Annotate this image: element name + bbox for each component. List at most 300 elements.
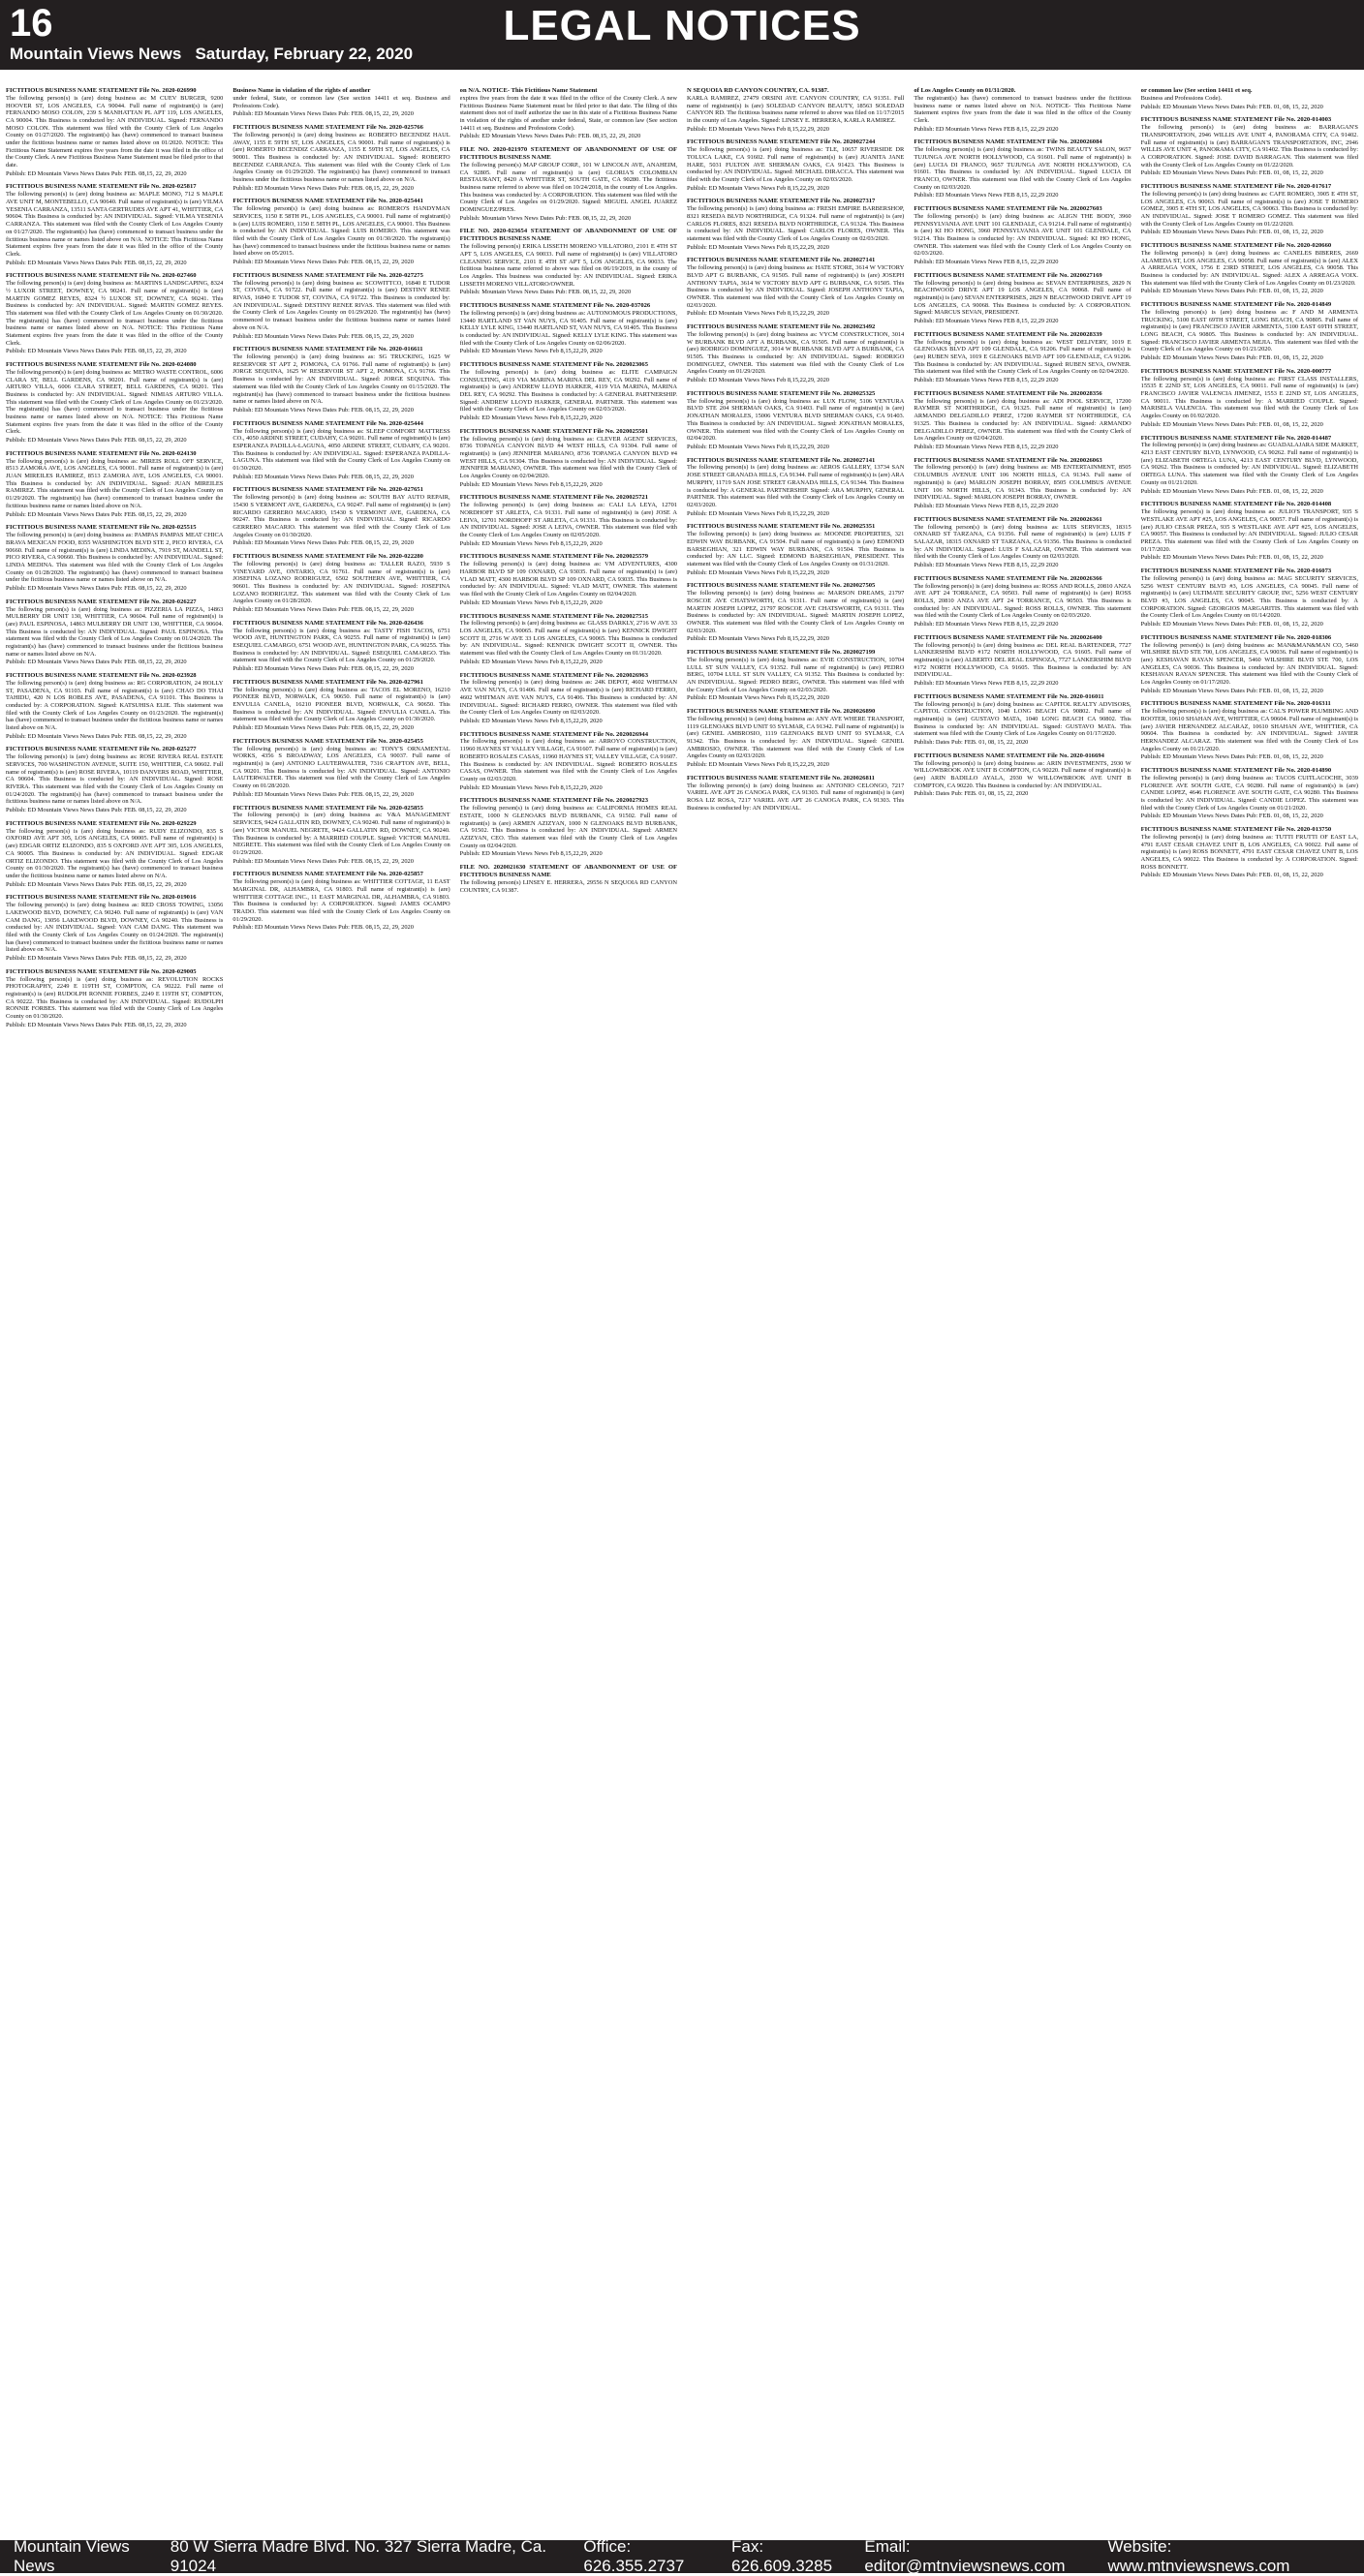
legal-notice [687,323,904,384]
notice-heading: or common law (See section 14411 et seq. [1141,87,1253,94]
notice-heading: FICTITIOUS BUSINESS NAME STATEMENT File No. 2020-016611 [232,346,422,353]
page-number: 16 [10,2,53,46]
notice-body: The following person(s) is (are) doing business as: F AND M ARMENTA TRUCKING, 5100 EAST 69TH STREET, LONG BEACH, CA 90805. Full name of registrant(s) is (are) FRANCISCO JAVIER ARMENTA, 5100 EAST 69TH STREET, LONG BEACH, CA 90805. This Business is conducted by: AN INDIVIDUAL. Signed: FRANCISCO JAVIER ARMENTA MEJIA. This statement was filed with the County Clerk of Los Angeles County on 01/21/2020. [1141,309,1358,353]
notice-publish-dates: Publish: ED Mountain Views News FEB 8,15, 22,29 2020 [914,192,1131,199]
notice-body: The following person(s) is (are) doing business as: MAN&MAN&MAN CO, 5460 WILSHIRE BLVD STE 700, LOS ANGELES, CA 90036. Full name of registrant(s) is (are) KESHAVAN RAYAN SPENCER, 5460 WILSHIRE BLVD STE 700, LOS ANGELES, CA 90036. This Business is conducted by: AN INDIVIDUAL. Signed: KESHAVAN RAYAN SPENCER. This statement was filed with the County Clerk of Los Angeles County on 01/17/2020. [1141,642,1358,687]
notice-heading: FICTITIOUS BUSINESS NAME STATEMENT File No. 2020-022280 [232,553,423,560]
notice-publish-dates: Publish: ED Mountain Views News Feb 8,15,22,29, 2020 [460,414,677,422]
issue-date: Saturday, February 22, 2020 [195,45,413,63]
notice-body: The following person(s) is (are) doing business as: ROSE RIVERA REAL ESTATE SERVICES, 700 WASHINGTON AVENUE, SUITE 150, WHITTIER, CA 90602. Full name of registrant(s) is (are) ROSE RIVERA, 10119 DANVERS ROAD, WHITTIER, CA 90604. This Business is conducted by: AN INDIVIDUAL. Signed: ROSE RIVERA. This statement was filed with the County Clerk of Los Angeles County on 01/24/2020. The registrant(s) has (have) commenced to transact business under the fictitious business name or names listed above on N/A. [6,753,223,806]
notice-heading: FICTITIOUS BUSINESS NAME STATEMENT File No. 2020-029005 [6,968,197,975]
notice-publish-dates: Publish: ED Mountain Views News Feb 8,15,22,29, 2020 [687,569,904,577]
notice-column [6,87,223,2537]
notice-publish-dates: Publish: ED Mountain Views News Dates Pub: FEB. 01, 08, 15, 22, 2020 [1141,872,1358,879]
notice-heading: FICTITIOUS BUSINESS NAME STATEMENT File No. 2020026890 [687,708,875,715]
notice-body: The following person(s) is (are) doing business as: TASTY FISH TACOS, 6751 WOOD AVE, HUNTINGTON PARK, CA 90255. Full name of registrant(s) is (are) ESEQUIEL CAMARGO, 6751 WOOD AVE, HUNTINGTON PARK, CA 90255. This Business is conducted by: AN INDIVIDUAL. Signed: ESEQUIEL CAMARGO. This statement was filed with the County Clerk of Los Angeles County on 01/29/2020. [232,628,450,664]
notice-column [460,87,677,2537]
notice-publish-dates: Publish: Dates Pub: FEB. 01, 08, 15, 22, 2020 [914,739,1131,747]
notice-publish-dates: Publish: ED Mountain Views News Dates Pub: FEB. 08,15, 22, 29, 2020 [6,260,223,267]
notice-publish-dates: Publish: ED Mountain Views News FEB 8,15, 22,29 2020 [914,562,1131,569]
notice-publish-dates: Publish: ED Mountain Views News FEB 8,15, 22,29 2020 [914,444,1131,451]
legal-notice [1141,567,1358,629]
legal-notice [6,968,223,1029]
notice-publish-dates: Publish: ED Mountain Views News Dates Pub: FEB. 08,15, 22, 29, 2020 [6,881,223,889]
notice-body: The following person(s) is (are) doing business as: CANELES BIBERES, 2669 ALAMEDA ST, LOS ANGELES, CA 90058. Full name of registrant(s) is (are) ALEX A ARREAGA VOIX, 1756 E 23RD STREET, LOS ANGELES, CA 90058. This Business is conducted by: AN INDIVIDUAL. Signed: ALEX A ARREAGA VOIX. This statement was filed with the County Clerk of Los Angeles County on 01/23/2020. [1141,250,1358,287]
notice-body: The following person(s) is (are) doing business as: RUDY ELIZONDO, 835 S OXFORD AVE APT 305, LOS ANGELES, CA 90005. Full name of registrant(s) is (are) EDGAR ORTIZ ELIZONDO, 835 S OXFORD AVE APT 305, LOS ANGELES, CA 90005. This Business is conducted by: AN INDIVIDUAL. Signed: EDGAR ORTIZ ELIZONDO. This statement was filed with the County Clerk of Los Angeles County on 01/30/2020. The registrant(s) has (have) commenced to transact business under the fictitious business name or names listed above on N/A. [6,828,223,880]
legal-notice [460,87,677,140]
legal-notice [232,871,450,932]
legal-notice [6,894,223,962]
notice-heading: Business Name in violation of the rights of another [232,87,370,94]
notice-publish-dates: Publish: ED Mountain Views News FEB 8,15, 22,29 2020 [914,680,1131,688]
legal-notice [460,228,677,296]
legal-notice [232,272,450,340]
notice-heading: FICTITIOUS BUSINESS NAME STATEMENT File No. 2020026811 [687,775,875,782]
notice-heading: FICTITIOUS BUSINESS NAME STATEMENT File No. 2020-016311 [1141,700,1331,707]
legal-notice [232,198,450,265]
legal-notice [232,805,450,866]
notice-publish-dates: Publish: ED Mountain Views News Dates Pub: FEB. 08,15, 22, 29, 2020 [232,539,450,547]
notice-publish-dates: Publish: ED Mountain Views News Dates Pub: FEB. 08,15, 22, 29, 2020 [232,791,450,799]
legal-notice [914,575,1131,629]
legal-notice [1141,700,1358,761]
notice-body: The following person(s) is (are) doing business as: FIRST CLASS INSTALLERS, 15535 E 22ND ST, LOS ANGELES, CA 90011. Full name of registrant(s) is (are) FRANCISCO JAVIER VALENCIA JIMENEZ, 1553 E 22ND ST, LOS ANGELES, CA 90011. This Business is conducted by: A MARRIED COUPLE. Signed: MARISELA VALENCIA. This statement was filed with the County Clerk of Los Angeles County on 01/02/2020. [1141,376,1358,420]
notice-publish-dates: Publish: ED Mountain Views News FEB 8,15, 22,29 2020 [914,503,1131,510]
notice-body: The following person(s) is (are) doing business as: LUX FLOW, 5106 VENTURA BLVD STE 204 SHERMAN OAKS, CA 91403. Full name of registrant(s) is (are) JONATHAN MORALES, 15006 VENTURA BLVD SHERMAN OAKS, CA 91403. This Business is conducted by: AN INDIVIDUAL. Signed: JONATHAN MORALES, OWNER. This statement was filed with the County Clerk of Los Angeles County on 02/04/2020. [687,398,904,443]
publication-name: Mountain Views News [10,45,181,63]
notice-publish-dates: Publish: ED Mountain Views News Dates Pub: FEB. 08,15, 22, 29, 2020 [232,110,450,118]
legal-notice [460,302,677,355]
notice-body: The following person(s) is (are) doing business as: REVOLUTION ROCKS PHOTOGRAPHY, 2249 E 119TH ST, COMPTON, CA 90222. Full name of registrant(s) is (are) RUDOLPH RONNIE FORBES, 2249 E 119TH ST, COMPTON, CA 90222. This Business is conducted by: AN INDIVIDUAL. Signed: RUDOLPH RONNIE FORBES. This statement was filed with the County Clerk of Los Angeles County on 01/30/2020. [6,976,223,1021]
notice-body: The following person(s) is (are) doing business as: RED CROSS TOWING, 13056 LAKEWOOD BLVD, DOWNEY, CA 90240. Full name of registrant(s) is (are) VAN CAM DANG, 13056 LAKEWOOD BLVD, DOWNEY, CA 90240. This Business is conducted by: AN INDIVIDUAL. Signed: VAN CAM DANG. This statement was filed with the County Clerk of Los Angeles County on 01/24/2020. The registrant(s) has (have) commenced to transact business under the fictitious business name or names listed above on N/A. [6,902,223,954]
legal-notice [460,672,677,725]
notice-heading: FICTITIOUS BUSINESS NAME STATEMENT File No. 2020-024130 [6,450,197,457]
notice-heading: FICTITIOUS BUSINESS NAME STATEMENT File No. 2020-026990 [6,87,197,94]
notice-heading: FICTITIOUS BUSINESS NAME STATEMENT File No. 2020-027275 [232,272,423,279]
legal-notice [6,361,223,445]
notice-publish-dates: Publish: Mountain Views News Dates Pub: FEB. 08,15, 22, 29, 2020 [460,215,677,223]
notice-publish-dates: Publish: ED Mountain Views News Dates Pub: FEB. 08,15, 22, 29, 2020 [232,259,450,266]
legal-notice [460,797,677,858]
notice-body: The following person(s) is (are) doing business as: TACOS CUITLACOCHE, 3039 FLORENCE AVE SOUTH GATE, CA 90280. Full name of registrant(s) is (are) CANDIE LOPEZ, 4646 FLORENCE AVE SOUTH GATE, CA 90280. This Business is conducted by: AN INDIVIDUAL. Signed: CANDIE LOPEZ. This statement was filed with the County Clerk of Los Angeles County on 01/21/2020. [1141,775,1358,812]
legal-notice [914,457,1131,510]
notice-body: KARLA RAMIREZ, 27479 ORSINI AVE CANYON COUNTRY, CA 91351. Full name of registrant(s) is (are) SOLEDAD CANYON BEAUTY, 18563 SOLEDAD CANYON RD. The fictitious business name referred to above was filed on 11/17/2015 in the county of Los Angeles. Signed: LINSEY E. HERRERA, KARLA RAMIREZ. [687,95,904,125]
notice-body: The following person(s) is (are) doing business as: SLEEP COMFORT MATTRESS CO., 4050 ARDINE STREET, CUDAHY, CA 90201. Full name of registrant(s) is (are) ESPERANZA PADILLA-LAGUNA, 4050 ARDINE STREET, CUDAHY, CA 90201. This Business is conducted by: AN INDIVIDUAL. Signed: ESPERANZA PADILLA-LAGUNA. This statement was filed with the County Clerk of Los Angeles County on 01/30/2020. [232,428,450,473]
legal-notice [687,257,904,318]
notice-publish-dates: Publish: ED Mountain Views News Feb 8,15,22,29, 2020 [460,599,677,607]
notice-body: The following person(s) is (are) doing business as: TONY'S ORNAMENTAL WORKS, 4356 S BROADWAY, LOS ANGELES, CA 90037. Full name of registrant(s) is (are) ANTONIO LAUTERWALTER, 7316 CRAFTON AVE, BELL, CA 90201. This Business is conducted by: AN INDIVIDUAL. Signed: ANTONIO LAUTERWALTER. This statement was filed with the County Clerk of Los Angeles County on 01/28/2020. [232,746,450,790]
notice-publish-dates: Publish: ED Mountain Views News Dates Pub: FEB. 08,15, 22, 29, 2020 [232,858,450,866]
notice-heading: FICTITIOUS BUSINESS NAME STATEMENT File No. 2020-027961 [232,679,423,686]
legal-notice [6,524,223,592]
notice-body: The following person(s) is (are) doing business as: SEVAN ENTERPRISES, 2829 N BEACHWOOD DRIVE APT 19 LOS ANGELES, CA 90068. Full name of registrant(s) is (are) SEVAN ENTERPRISES, 2829 N BEACHWOOD DRIVE APT 19 LOS ANGELES, CA 90068. This Business is conducted by: A CORPORATION. Signed: MARCUS SEVAN, PRESIDENT. [914,280,1131,317]
notice-heading: FICTITIOUS BUSINESS NAME STATEMENT File No. 2020025501 [460,428,648,435]
notice-body: The following person(s) is (are) doing business as: RG CORPORATION, 24 HOLLY ST, PASADENA, CA 91103. Full name of registrant(s) is (are) CHAO DO THAI TAHIDU, 420 N LOS ROBLES AVE, PASADENA, CA 91101. This Business is conducted by: A CORPORATION. Signed: KATSUHISA ELIE. This statement was filed with the County Clerk of Los Angeles County on 01/23/2020. The registrant(s) has (have) commenced to transact business under the fictitious business name or names listed above on N/A. [6,680,223,732]
notice-publish-dates: Publish: ED Mountain Views News Feb 8,15,22,29, 2020 [687,444,904,451]
notice-heading: FICTITIOUS BUSINESS NAME STATEMENT File No. 2020-014003 [1141,116,1332,123]
legal-notice [914,516,1131,569]
notice-heading: FICTITIOUS BUSINESS NAME STATEMENT File No. 2020025579 [460,553,648,560]
notice-heading: FICTITIOUS BUSINESS NAME STATEMENT File No. 2020025325 [687,390,875,397]
notice-heading: of Los Angeles County on 01/31/2020. [914,87,1015,94]
legal-notice [1141,634,1358,695]
notice-publish-dates: Publish: ED Mountain Views News Dates Pub: FEB. 01, 08, 15, 22, 2020 [1141,621,1358,629]
notice-publish-dates: Publish: ED Mountain Views News Dates Pub: FEB. 08,15, 22, 29, 2020 [6,437,223,445]
notice-column [1141,87,1358,2537]
notice-heading: FICTITIOUS BUSINESS NAME STATEMENT File No. 2020-014849 [1141,301,1332,308]
notice-publish-dates: Publish: ED Mountain Views News Dates Pub: FEB. 08,15, 22, 29, 2020 [6,1022,223,1029]
notice-publish-dates: Publish: ED Mountain Views News Feb 8,15,22,29, 2020 [687,510,904,518]
notice-body: The following person(s) is (are) doing business as: MAG SECURITY SERVICES, 5256 WEST CENTURY BLVD #3, LOS ANGELES, CA 90045. Full name of registrant(s) is (are) ULTIMATE SECURITY GROUP, INC, 5256 WEST CENTURY BLVD #3, LOS ANGELES, CA 90045. This Business is conducted by: A CORPORATION. Signed: GEORGIOS MARGARITIS. This statement was filed with the County Clerk of Los Angeles County on 01/14/2020. [1141,575,1358,620]
notice-heading: FICTITIOUS BUSINESS NAME STATEMENT File No. 2020028339 [914,331,1101,338]
notice-publish-dates: Publish: ED Mountain Views News Dates Pub: FEB. 08,15, 22, 29, 2020 [232,407,450,414]
notice-heading: FICTITIOUS BUSINESS NAME STATEMENT File No. 2020026084 [914,138,1101,145]
notice-publish-dates: Publish: ED Mountain Views News Dates Pub: FEB. 01, 08, 15, 22, 2020 [1141,813,1358,820]
notice-publish-dates: Publish: ED Mountain Views News FEB 8,15, 22,29 2020 [914,621,1131,629]
notice-publish-dates: Publish: ED Mountain Views News Dates Pub: FEB. 01, 08, 15, 22, 2020 [1141,488,1358,496]
notice-body: The following person(s) is (are) doing business as: MOONDE PROPERTIES, 321 EDWIN WAY BURBANK, CA 91504. Full name of registrant(s) is (are) EDMOND BARSEGHIAN, 321 EDWIN WAY BURBANK, CA 91504. This Business is conducted by: AN LLC. Signed: EDMOND BARSEGHIAN, PRESIDENT. This statement was filed with the County Clerk of Los Angeles County on 01/31/2020. [687,531,904,567]
legal-notice [460,731,677,792]
legal-notice [687,775,904,813]
notice-heading: FICTITIOUS BUSINESS NAME STATEMENT File No. 2020-019016 [6,894,197,901]
legal-notice [460,864,677,894]
legal-notice [232,679,450,732]
legal-notice [914,752,1131,798]
legal-notice [1141,368,1358,429]
notice-publish-dates: Publish: ED Mountain Views News Dates Pub: FEB. 01, 08, 15, 22, 2020 [1141,554,1358,562]
notice-heading: FICTITIOUS BUSINESS NAME STATEMENT File No. 2020027515 [460,613,648,620]
legal-notice [232,420,450,481]
notice-publish-dates: Publish: ED Mountain Views News Feb 8,15,22,29, 2020 [460,540,677,548]
legal-notice [6,598,223,666]
notice-body: The following person(s) is (are) doing business as: SOUTH BAY AUTO REPAIR, 15430 S VERMONT AVE, GARDENA, CA 90247. Full name of registrant(s) is (are) RICARDO GERRERO MACARIO, 15430 S VERMONT AVE, GARDENA, CA 90247. This Business is conducted by: AN INDIVIDUAL. Signed: RICARDO GERRERO MACARIO. This statement was filed with the County Clerk of Los Angeles County on 01/30/2020. [232,494,450,538]
notice-publish-dates: Publish: ED Mountain Views News FEB 8,15, 22,29 2020 [914,126,1131,134]
notice-publish-dates: Publish: ED Mountain Views News Dates Pub: FEB. 01, 08, 15, 22, 2020 [1141,104,1358,111]
notice-publish-dates: Publish: ED Mountain Views News Feb 8,15,22,29, 2020 [687,126,904,134]
legal-notice [687,457,904,518]
notice-body: The following person(s) is (are) doing business as: ANTONIO CELONGO, 7217 VARIEL AVE APT 26 CANOGA PARK, CA 91303. Full name of registrant(s) is (are) ROSA LIZ ROSA, 7217 VARIEL AVE APT 26 CANOGA PARK, CA 91303. This Business is conducted by: AN INDIVIDUAL. [687,782,904,813]
notice-body: The following person(s) is (are) doing business as: ARIN INVESTMENTS, 2930 W WILLOWBROOK AVE UNIT B COMPTON, CA 90220. Full name of registrant(s) is (are) ARIN BADILLO AYALA, 2930 W WILLOWBROOK AVE UNIT B COMPTON, CA 90220. This Business is conducted by: AN INDIVIDUAL. [914,760,1131,790]
notice-body: The following person(s) MAP GROUP CORP., 101 W LINCOLN AVE, ANAHEIM, CA 92805. Full name of registrant(s) is (are) GLORIA'S COLOMBIAN RESTAURANT, 8420 A WHITTIER ST, SOUTH GATE, CA 90280. The fictitious business name referred to above was filed on 10/24/2018, in the county of Los Angeles. This business was conducted by: A CORPORATION. This statement was filed with the County Clerk of Los Angeles on 01/29/2020. Signed: MIGUEL ANGEL JUAREZ DOMINGUEZ/PRES. [460,162,677,214]
notice-publish-dates: Publish: ED Mountain Views News Dates Pub: FEB. 01, 08, 15, 22, 2020 [1141,753,1358,761]
notice-heading: FICTITIOUS BUSINESS NAME STATEMENT File No. 2020025721 [460,494,648,501]
legal-notice [232,738,450,799]
legal-notice [232,124,450,192]
legal-notice [232,87,450,118]
notice-publish-dates: Publish: ED Mountain Views News Feb 8,15,22,29, 2020 [460,481,677,489]
notice-heading: FICTITIOUS BUSINESS NAME STATEMENT File No. 2020027603 [914,205,1101,212]
notice-publish-dates: Publish: ED Mountain Views News Dates Pub: FEB. 08,15, 22, 29, 2020 [232,924,450,932]
notice-heading: FICTITIOUS BUSINESS NAME STATEMENT File No. 2020028356 [914,390,1101,397]
notice-body: The following person(s) is (are) doing business as: FRESH EMPIRE BARBERSHOP, 8321 RESEDA BLVD NORTHRIDGE, CA 91324. Full name of registrant(s) is (are) CARLOS FLORES, 8321 RESEDA BLVD NORTHRIDGE, CA 91324. This Business is conducted by: AN INDIVIDUAL. Signed: CARLOS FLORES, OWNER. This statement was filed with the County Clerk of Los Angeles County on 02/03/2020. [687,205,904,242]
notice-heading: FICTITIOUS BUSINESS NAME STATEMENT File No. 2020-016694 [914,752,1104,759]
legal-notice [1141,826,1358,879]
notice-body: The following person(s) is (are) doing business as: AUTONOMOUS PRODUCTIONS, 13440 HARTLAND ST VAN NUYS, CA 91405. Full name of registrant(s) is (are) KELLY LYLE KING, 13440 HARTLAND ST, VAN NUYS, CA 91405. This Business is conducted by: AN INDIVIDUAL. Signed: KELLY LYLE KING. This statement was filed with the County Clerk of Los Angeles County on 02/06/2020. [460,310,677,347]
notice-body: The following person(s) is (are) doing business as: ANY AVE WHERE TRANSPORT, 1119 GLENOAKS BLVD UNIT 93 SYLMAR, CA 91342. Full name of registrant(s) is (are) GENIEL AMBROSIO, 1119 GLENOAKS BLVD UNIT 93 SYLMAR, CA 91342. This Business is conducted by: AN INDIVIDUAL. Signed: GENIEL AMBROSIO, OWNER. This statement was filed with the County Clerk of Los Angeles County on 02/03/2020. [687,716,904,760]
notice-body: The following person(s) is (are) doing business as: JULIO'S TRANSPORT, 935 S WESTLAKE AVE APT #25, LOS ANGELES, CA 90057. Full name of registrant(s) is (are) JULIO CESAR PREZA, 935 S WESTLAKE AVE APT #25, LOS ANGELES, CA 90057. This Business is conducted by: AN INDIVIDUAL. Signed: JULIO CESAR PREZA. This statement was filed with the County Clerk of Los Angeles County on 01/17/2020. [1141,508,1358,553]
notice-body: The following person(s) is (are) doing business as: ADI POOL SERVICE, 17200 RAYMER ST NORTHRIDGE, CA 91325. Full name of registrant(s) is (are) ARMANDO DELGADILLO PEREZ, 17200 RAYMER ST NORTHRIDGE, CA 91325. This Business is conducted by: AN INDIVIDUAL. Signed: ARMANDO DELGADILLO PEREZ, OWNER. This statement was filed with the County Clerk of Los Angeles County on 02/04/2020. [914,398,1131,443]
notice-publish-dates: Publish: ED Mountain Views News Dates Pub: FEB. 01, 08, 15, 22, 2020 [1141,229,1358,236]
legal-notice [6,746,223,813]
notice-heading: FICTITIOUS BUSINESS NAME STATEMENT File No. 2020-025455 [232,738,423,745]
notice-publish-dates: Publish: ED Mountain Views News Dates Pub: FEB. 01, 08, 15, 22, 2020 [1141,169,1358,177]
notice-publish-dates: Publish: ED Mountain Views News Dates Pub: FEB. 01, 08, 15, 22, 2020 [1141,354,1358,362]
notice-publish-dates: Publish: ED Mountain Views News Dates Pub: FEB. 08,15, 22, 29, 2020 [6,807,223,814]
legal-notice [687,649,904,702]
notice-body: The following person(s) is (are) doing business as: HATE STORE, 3614 W VICTORY BLVD APT G BURBANK, CA 91505. Full name of registrant(s) is (are) JOSEPH ANTHONY TAPIA, 3614 W VICTORY BLVD APT G BURBANK, CA 91505. This Business is conducted by: AN INDIVIDUAL. Signed: JOSEPH ANTHONY TAPIA, OWNER. This statement was filed with the County Clerk of Los Angeles County on 02/03/2020. [687,264,904,309]
notice-body: The following person(s) is (are) doing business as: TLE, 10657 RIVERSIDE DR TOLUCA LAKE, CA 91602. Full name of registrant(s) is (are) JUANITA JANE HARE, 5031 FULTON AVE SHERMAN OAKS, CA 91423. This Business is conducted by: AN INDIVIDUAL. Signed: MICHAEL DIRACCA. This statement was filed with the County Clerk of Los Angeles County on 02/03/2020. [687,146,904,183]
legal-notice [460,428,677,489]
notice-heading: FICTITIOUS BUSINESS NAME STATEMENT File No. 2020-037026 [460,302,651,309]
notice-publish-dates: Publish: ED Mountain Views News Feb 8,15,22,29, 2020 [687,377,904,384]
legal-notice [6,272,223,355]
notice-publish-dates: Publish: ED Mountain Views News Dates Pub: FEB. 08,15, 22, 29, 2020 [6,585,223,593]
notice-heading: FICTITIOUS BUSINESS NAME STATEMENT File No. 2020-014487 [1141,435,1332,442]
legal-notice [6,450,223,518]
notice-heading: FICTITIOUS BUSINESS NAME STATEMENT File No. 2020-014408 [1141,501,1332,507]
notice-heading: FICTITIOUS BUSINESS NAME STATEMENT File No. 2020-018306 [1141,634,1332,641]
notice-body: The following person(s) LINSEY E. HERRERA, 29556 N SEQUOIA RD CANYON COUNTRY, CA 91387. [460,879,677,894]
notice-body: The following person(s) is (are) doing business as: PAMPAS PAMPAS MEAT CHICA BRAVA MEXICAN FOOD, 8355 WASHINGTON BLVD STE 2, PICO RIVERA, CA 90660. Full name of registrant(s) is (are) LINDA MEDINA, 7919 ST, MANDELL ST, PICO RIVERA, CA 90660. This Business is conducted by: AN INDIVIDUAL. Signed: LINDA MEDINA. This statement was filed with the County Clerk of Los Angeles County on 01/28/2020. The registrant(s) has (have) commenced to transact business under the fictitious business name or names listed above on N/A. [6,532,223,584]
legal-notice [232,620,450,673]
section-title: LEGAL NOTICES [0,2,1364,50]
legal-notice [1141,435,1358,496]
notice-column [687,87,904,2537]
notice-publish-dates: Publish: ED Mountain Views News FEB 8,15, 22,29 2020 [914,377,1131,384]
legal-notice [914,390,1131,451]
notice-body: The following person(s) is (are) doing business as: CAL'S POWER PLUMBING AND ROOTER, 10610 SHAHAN AVE, WHITTIER, CA 90604. Full name of registrant(s) is (are) JAVIER HERNANDEZ ALCARAZ, 10610 SHAHAN AVE, WHITTIER, CA 90604. This Business is conducted by: AN INDIVIDUAL. Signed: JAVIER HERNANDEZ ALCARAZ. This statement was filed with the County Clerk of Los Angeles County on 01/21/2020. [1141,708,1358,752]
legal-notice [914,138,1131,199]
notice-heading: FICTITIOUS BUSINESS NAME STATEMENT File No. 2020026361 [914,516,1101,523]
notice-heading: FICTITIOUS BUSINESS NAME STATEMENT File No. 2020027317 [687,198,875,204]
notice-heading: FICTITIOUS BUSINESS NAME STATEMENT File No. 2020027169 [914,272,1101,279]
notice-body: The following person(s) is (are) doing business as: VYCM CONSTRUCTION, 3014 W BURBANK BLVD APT A BURBANK, CA 91505. Full name of registrant(s) is (are) RODRIGO DOMINGUEZ, 3014 W BURBANK BLVD APT A BURBANK, CA 91505. This Business is conducted by: AN INDIVIDUAL. Signed: RODRIGO DOMINGUEZ, OWNER. This statement was filed with the County Clerk of Los Angeles County on 01/29/2020. [687,331,904,376]
notice-column [232,87,450,2537]
notice-body: The following person(s) is (are) doing business as: ROBERTO BECENDIZ HAUL AWAY, 1155 E 59TH ST, LOS ANGELES, CA 90001. Full name of registrant(s) is (are) ROBERTO BECENDIZ CARRANZA, 1155 E 59TH ST, LOS ANGELES, CA 90001. This Business is conducted by: AN INDIVIDUAL. Signed: ROBERTO BECENDIZ CARRANZA. This statement was filed with the County Clerk of Los Angeles County on 01/29/2020. The registrant(s) has (have) commenced to transact business under the fictitious business name or names listed above on N/A. [232,132,450,184]
notice-body: Business and Professions Code). [1141,95,1358,103]
notice-body: The following person(s) is (are) doing business as: ARROYO CONSTRUCTION, 11960 HAYNES ST VALLEY VILLAGE, CA 91607. Full name of registrant(s) is (are) ROBERTO ROSALES CASAS, 11960 HAYNES ST, VALLEY VILLAGE, CA 91607. This Business is conducted by: AN INDIVIDUAL. Signed: ROBERTO ROSALES CASAS, OWNER. This statement was filed with the County Clerk of Los Angeles County on 02/03/2020. [460,738,677,782]
notice-publish-dates: Publish: ED Mountain Views News Dates Pub: FEB. 01, 08, 15, 22, 2020 [1141,688,1358,695]
notice-column [914,87,1131,2537]
notice-heading: FICTITIOUS BUSINESS NAME STATEMENT File No. 2020-029229 [6,820,197,827]
notice-publish-dates: Publish: ED Mountain Views News Dates Pub: FEB. 08,15, 22, 29, 2020 [232,665,450,673]
notice-body: The following person(s) is (are) doing business as: SG TRUCKING, 1625 W RESERVOIR ST APT 2, POMONA, CA 91766. Full name of registrant(s) is (are) JORGE SEQUINA, 1625 W RESERVOIR ST APT 2, POMONA, CA 91766. This Business is conducted by: AN INDIVIDUAL. Signed: JORGE SEQUINA. This statement was filed with the County Clerk of Los Angeles County on 01/15/2020. The registrant(s) has (have) commenced to transact business under the fictitious business name or names listed above on N/A. [232,353,450,406]
notice-body: The following person(s) is (are) doing business as: TWINS BEAUTY SALON, 9657 TUJUNGA AVE NORTH HOLLYWOOD, CA 91601. Full name of registrant(s) is (are) LUCIA DI FRANCO, 9657 TUJUNGA AVE NORTH HOLLYWOOD, CA 91601. This Business is conducted by: AN INDIVIDUAL. Signed: LUCIA DI FRANCO, OWNER. This statement was filed with the County Clerk of Los Angeles County on 02/03/2020. [914,146,1131,191]
notice-heading: FICTITIOUS BUSINESS NAME STATEMENT File No. 2020-016073 [1141,567,1332,574]
notice-publish-dates: Publish: ED Mountain Views News Dates Pub: FEB. 08,15, 22, 29, 2020 [6,733,223,741]
legal-notice [914,693,1131,747]
notice-publish-dates: Publish: ED Mountain Views News Feb 8,15,22,29, 2020 [687,185,904,193]
notice-publish-dates: Publish: ED Mountain Views News Dates Pub: FEB. 08,15, 22, 29, 2020 [232,474,450,481]
notice-heading: N SEQUOIA RD CANYON COUNTRY, CA. 91387. [687,87,829,94]
notice-publish-dates: Publish: ED Mountain Views News Feb 8,15,22,29, 2020 [460,348,677,355]
notice-body: The following person(s) is (are) doing business as: GLASS DARKLY, 2716 W AVE 33 LOS ANGELES, CA 90065. Full name of registrant(s) is (are) KENNICK DWIGHT SCOTT II, 2716 W AVE 33 LOS ANGELES, CA 90065. This Business is conducted by: AN INDIVIDUAL. Signed: KENNICK DWIGHT SCOTT II, OWNER. This statement was filed with the County Clerk of Los Angeles County on 01/31/2020. [460,620,677,657]
notice-body: The following person(s) is (are) doing business as: AEROS GALLERY, 13734 SAN JOSE STREET GRANADA HILLS, CA 91344. Full name of registrant(s) is (are) ARA MURPHY, 11719 SAN JOSE STREET GRANADA HILLS, CA 91344. This Business is conducted by: A GENERAL PARTNERSHIP. Signed: ARA MURPHY, GENERAL PARTNER. This statement was filed with the County Clerk of Los Angeles County on 02/03/2020. [687,464,904,508]
notice-body: The following person(s) is (are) doing business as: WEST DELIVERY, 1019 E GLENOAKS BLVD APT 109 GLENDALE, CA 91206. Full name of registrant(s) is (are) RUBEN SEVA, 1019 E GLENOAKS BLVD APT 109 GLENDALE, CA 91206. This Business is conducted by: AN INDIVIDUAL. Signed: RUBEN SEVA, OWNER. This statement was filed with the County Clerk of Los Angeles County on 02/04/2020. [914,339,1131,376]
notice-heading: FICTITIOUS BUSINESS NAME STATEMENT File No. 2020-025441 [232,198,423,204]
notice-heading: FILE NO. 2020-021970 STATEMENT OF ABANDONMENT OF USE OF FICTITIOUS BUSINESS NAME [460,146,677,161]
notice-body: The following person(s) is (are) doing business as: DEL REAL BARTENDER, 7727 LANKERSHIM BLVD #172 NORTH HOLLYWOOD, CA 91605. Full name of registrant(s) is (are) ALBERTO DEL REAL ESPINOZA, 7727 LANKERSHIM BLVD #172 NORTH HOLLYWOOD, CA 91605. This Business is conducted by: AN INDIVIDUAL. [914,642,1131,679]
notice-body: The following person(s) is (are) doing business as: BARRAGAN'S TRANSPORTATION, 2946 WILLIS AVE UNIT 4, PANORAMA CITY, CA 91402. Full name of registrant(s) is (are) BARRAGAN'S TRANSPORTATION, INC, 2946 WILLIS AVE UNIT 4, PANORAMA CITY, CA 91402. This Business is conducted by: A CORPORATION. Signed: JOSE DAVID BARRAGAN. This statement was filed with the County Clerk of Los Angeles County on 01/22/2020. [1141,124,1358,169]
notice-heading: FICTITIOUS BUSINESS NAME STATEMENT File No. 2020-025515 [6,524,197,531]
notice-heading: FICTITIOUS BUSINESS NAME STATEMENT File No. 2020-023928 [6,672,197,679]
notice-heading: FICTITIOUS BUSINESS NAME STATEMENT File No. 2020-027651 [232,486,423,493]
dateline [10,45,413,64]
legal-notice [6,820,223,888]
footer-email: Email: editor@mtnviewsnews.com [864,2537,1107,2576]
notice-body: The following person(s) is (are) doing business as: CAPITOL REALTY ADVISORS, CAPITOL CONSTRUCTION, 1040 LONG BEACH CA 90802. Full name of registrant(s) is (are) GUSTAVO MATA, 1040 LONG BEACH CA 90802. This Business is conducted by: AN INDIVIDUAL. Signed: GUSTAVO MATA. This statement was filed with the County Clerk of Los Angeles County on 01/17/2020. [914,701,1131,738]
notice-body: The following person(s) is (are) doing business as: METRO WASTE CONTROL, 6006 CLARA ST, BELL GARDENS, CA 90201. Full name of registrant(s) is (are) ARTURO VILLA, 6006 CLARA STREET, BELL GARDENS, CA 90201. This Business is conducted by: AN INDIVIDUAL. Signed: NIMIAS ARTURO VILLA. This statement was filed with the County Clerk of Los Angeles County on 01/23/2020. The registrant(s) has (have) commenced to transact business under the fictitious business name or names listed above on N/A. NOTICE: This Fictitious Name Statement expires five years from the date it was filed in the office of the County Clerk. [6,369,223,436]
notice-heading: FICTITIOUS BUSINESS NAME STATEMENT File No. 2020-025855 [232,805,423,812]
legal-notice [460,494,677,547]
notice-body: The following person(s) is (are) doing business as: 24K DEPOT, 4602 WHITMAN AVE VAN NUYS, CA 91406. Full name of registrant(s) is (are) RICHARD FERRO, 4602 WHITMAN AVE VAN NUYS, CA 91406. This Business is conducted by: AN INDIVIDUAL. Signed: RICHARD FERRO, OWNER. This statement was filed with the County Clerk of Los Angeles County on 02/03/2020. [460,679,677,716]
footer-website: Website: www.mtnviewsnews.com [1107,2537,1350,2576]
notice-heading: FICTITIOUS BUSINESS NAME STATEMENT File No. 2020-014890 [1141,767,1332,774]
footer-publication: Mountain Views News [14,2537,170,2576]
notice-heading: FICTITIOUS BUSINESS NAME STATEMENT File No. 2020-025766 [232,124,423,131]
notice-publish-dates: Publish: Dates Pub: FEB. 01, 08, 15, 22, 2020 [914,790,1131,798]
notice-body: The following person(s) is (are) doing business as: PIZZERIA LA PIZZA, 14863 MULBERRY DR UNIT 130, WHITTIER, CA 90604. Full name of registrant(s) is (are) PAUL ESPINOSA, 14863 MULBERRY DR UNIT 130, WHITTIER, CA 90604. This Business is conducted by: AN INDIVIDUAL. Signed: PAUL ESPINOSA. This statement was filed with the County Clerk of Los Angeles County on 01/24/2020. The registrant(s) has (have) commenced to transact business under the fictitious business name or names listed above on N/A. [6,606,223,659]
notice-publish-dates: Publish: ED Mountain Views News FEB 8,15, 22,29 2020 [914,318,1131,325]
legal-notice [1141,767,1358,820]
notice-publish-dates: Publish: ED Mountain Views News Dates Pub: FEB. 08,15, 22, 29, 2020 [6,170,223,178]
notice-heading: FICTITIOUS BUSINESS NAME STATEMENT File No. 2020-017617 [1141,183,1332,190]
notice-heading: FICTITIOUS BUSINESS NAME STATEMENT File No. 2020023492 [687,323,875,330]
notice-heading: FICTITIOUS BUSINESS NAME STATEMENT File No. 2020027141 [687,457,875,464]
notice-publish-dates: Publish: ED Mountain Views News Feb 8,15,22,29, 2020 [687,310,904,318]
notice-heading: FICTITIOUS BUSINESS NAME STATEMENT File No. 2020-013750 [1141,826,1332,833]
notice-heading: FILE NO. 2020-023654 STATEMENT OF ABANDONMENT OF USE OF FICTITIOUS BUSINESS NAME [460,228,677,242]
footer-address: 80 W Sierra Madre Blvd. No. 327 Sierra Madre, Ca. 91024 [170,2537,584,2576]
footer-bar [0,2540,1364,2573]
notice-body: The following person(s) is (are) doing business as: WHITTIER COTTAGE, 11 EAST MARGINAL DR, ALHAMBRA, CA 91803. Full name of registrant(s) is (are) WHITTIER COTTAGE INC., 11 EAST MARGINAL DR, ALHAMBRA, CA 91803. This Business is conducted by: A CORPORATION. Signed: JAMES OCAMPO TRADO. This statement was filed with the County Clerk of Los Angeles County on 01/29/2020. [232,878,450,923]
notice-body: The following person(s) is (are) doing business as: ROMERO'S HANDYMAN SERVICES, 1150 E 58TH PL, LOS ANGELES, CA 90001. Full name of registrant(s) is (are) LUIS ROMERO, 1150 E 58TH PL, LOS ANGELES, CA 90001. This Business is conducted by: AN INDIVIDUAL. Signed: LUIS ROMERO. This statement was filed with the County Clerk of Los Angeles County on 01/30/2020. The registrant(s) has (have) commenced to transact business under the fictitious business name or names listed above on 05/2015. [232,205,450,258]
legal-notice [687,87,904,133]
notice-heading: FICTITIOUS BUSINESS NAME STATEMENT File No. 2020027199 [687,649,875,656]
notice-publish-dates: Publish: ED Mountain Views News Feb 8,15,22,29, 2020 [460,659,677,666]
notice-body: The following person(s) is (are) doing business as: GUADALAJARA SIDE MARKET, 4213 EAST CENTURY BLVD, LYNWOOD, CA 90262. Full name of registrant(s) is (are) ELIZABETH ORTEGA LUNA, 4213 EAST CENTURY BLVD, LYNWOOD, CA 90262. This Business is conducted by: AN INDIVIDUAL. Signed: ELIZABETH ORTEGA LUNA. This statement was filed with the County Clerk of Los Angeles County on 01/21/2020. [1141,442,1358,486]
notice-heading: FILE NO. 2020021630 STATEMENT OF ABANDONMENT OF USE OF FICTITIOUS BUSINESS NAME [460,864,677,878]
notice-heading: FICTITIOUS BUSINESS NAME STATEMENT File No. 2020027505 [687,582,875,589]
notice-body: under federal, State, or common law (See section 14411 et seq. Business and Professions Code). [232,95,450,109]
notice-publish-dates: Publish: ED Mountain Views News Feb 8,15,22,29, 2020 [460,850,677,858]
notice-publish-dates: Publish: ED Mountain Views News Dates Pub: FEB. 08,15, 22, 29, 2020 [460,133,677,140]
legal-notice [687,198,904,251]
notice-heading: FICTITIOUS BUSINESS NAME STATEMENT File No. 2020025351 [687,523,875,530]
legal-notice [232,553,450,614]
legal-notice [687,523,904,576]
legal-notice [460,361,677,422]
notice-body: The following person(s) is (are) doing business as: MARTINS LANDSCAPING, 8324 ½ LUXOR STREET, DOWNEY, CA 90241. Full name of registrant(s) is (are) MARTIN GOMEZ REYES, 8324 ½ LUXOR ST, DOWNEY, CA 90241. This Business is conducted by: AN INDIVIDUAL. Signed: MARTIN GOMEZ REYES. This statement was filed with the County Clerk of Los Angeles County on 01/30/2020. The registrant(s) has (have) commenced to transact business under the fictitious business name or names listed above on N/A. NOTICE: This Fictitious Name Statement expires five years from the date it was filed in the office of the County Clerk. [6,280,223,347]
notice-publish-dates: Publish: ED Mountain Views News Dates Pub: FEB. 08,15, 22, 29, 2020 [6,659,223,666]
notice-body: The following person(s) is (are) doing business as: ALIGN THE BODY, 3960 PENNSYLVANIA AVE UNIT 101 GLENDALE, CA 91214. Full name of registrant(s) is (are) KI HO HONG, 3960 PENNSYLVANIA AVE UNIT 101 GLENDALE, CA 91214. This Business is conducted by: AN INDIVIDUAL. Signed: KI HO HONG, OWNER. This statement was filed with the County Clerk of Los Angeles County on 02/03/2020. [914,213,1131,258]
footer-phone: Office: 626.355.2737 [583,2537,731,2576]
notice-heading: FICTITIOUS BUSINESS NAME STATEMENT File No. 2020-025857 [232,871,423,877]
notice-body: The registrant(s) has (have) commenced to transact business under the fictitious business name or names listed above on N/A. NOTICE- This Fictitious Name Statement expires five years from the date it was filed in the office of the County Clerk. [914,95,1131,125]
legal-notice [232,486,450,547]
notice-publish-dates: Publish: ED Mountain Views News Dates Pub: FEB. 08,15, 22, 29, 2020 [232,185,450,193]
legal-notice [6,672,223,740]
notice-body: The following person(s) is (are) doing business as: ROSS AND ROLLS, 20810 ANZA AVE APT 24 TORRANCE, CA 90503. Full name of registrant(s) is (are) ROSS ROLLS, 20810 ANZA AVE APT 24 TORRANCE, CA 90503. This Business is conducted by: AN INDIVIDUAL. Signed: ROSS ROLLS, OWNER. This statement was filed with the County Clerk of Los Angeles County on 02/03/2020. [914,583,1131,620]
legal-notice [460,146,677,222]
notice-publish-dates: Publish: ED Mountain Views News Dates Pub: FEB. 01, 08, 15, 22, 2020 [1141,288,1358,295]
legal-notice [1141,242,1358,295]
legal-notice [6,87,223,177]
notice-heading: FICTITIOUS BUSINESS NAME STATEMENT File No. 2020026963 [460,672,648,679]
notice-body: The following person(s) is (are) doing business as: EVIE CONSTRUCTION, 10704 LULL ST SUN VALLEY, CA 91352. Full name of registrant(s) is (are) PEDRO BERG, 10704 LULL ST SUN VALLEY, CA 91352. This Business is conducted by: AN INDIVIDUAL. Signed: PEDRO BERG, OWNER. This statement was filed with the County Clerk of Los Angeles County on 02/03/2020. [687,657,904,693]
notice-body: The following person(s) is (are) doing business as: TACOS EL MORENO, 16210 PIONEER BLVD, NORWALK, CA 90650. Full name of registrant(s) is (are) ENVULIA CANELA, 16210 PIONEER BLVD, NORWALK, CA 90650. This Business is conducted by: AN INDIVIDUAL. Signed: ENVULIA CANELA. This statement was filed with the County Clerk of Los Angeles County on 01/30/2020. [232,687,450,723]
footer-fax: Fax: 626.609.3285 [731,2537,864,2576]
notice-body: The following person(s) is (are) doing business as: TALLER RAZO, 5939 S VINEYARD AVE, ONTARIO, CA 91761. Full name of registrant(s) is (are) JOSEFINA LOZANO RODRIGUEZ, 6502 SOUTHERN AVE, WHITTIER, CA 90601. This Business is conducted by: AN INDIVIDUAL. Signed: JOSEFINA LOZANO RODRIGUEZ. This statement was filed with the County Clerk of Los Angeles County on 01/28/2020. [232,561,450,605]
legal-notice [687,582,904,643]
masthead [0,0,1364,70]
notice-heading: FICTITIOUS BUSINESS NAME STATEMENT File No. 2020026063 [914,457,1101,464]
legal-notice [914,87,1131,133]
notice-heading: FICTITIOUS BUSINESS NAME STATEMENT File No. 2020-025817 [6,183,197,190]
notice-publish-dates: Publish: Mountain Views News Dates Pub: FEB. 08,15, 22, 29, 2020 [460,289,677,296]
notice-body: The following person(s) is (are) doing business as: VM ADVENTURES, 4300 HARBOR BLVD SP 109 OXNARD, CA 93035. Full name of registrant(s) is (are) VLAD MATT, 4300 HARBOR BLVD SP 109 OXNARD, CA 93035. This Business is conducted by: AN INDIVIDUAL. Signed: VLAD MATT, OWNER. This statement was filed with the County Clerk of Los Angeles County on 02/04/2020. [460,561,677,598]
legal-notice [687,708,904,769]
legal-notice [914,331,1131,384]
legal-notice [1141,501,1358,562]
legal-notice [1141,183,1358,236]
notice-heading: FICTITIOUS BUSINESS NAME STATEMENT File No. 2020-024080 [6,361,197,368]
notice-body: The following person(s) is (are) doing business as: CLEVER AGENT SERVICES, 8736 TOPANGA CANYON BLVD #4 WEST HILLS, CA 91304. Full name of registrant(s) is (are) JENNIFER MARIANO, 8736 TOPANGA CANYON BLVD #4 WEST HILLS, CA 91304. This Business is conducted by: AN INDIVIDUAL. Signed: JENNIFER MARIANO, OWNER. This statement was filed with the County Clerk of Los Angeles County on 02/04/2020. [460,436,677,480]
notice-heading: FICTITIOUS BUSINESS NAME STATEMENT File No. 2020026400 [914,634,1101,641]
legal-notice [460,613,677,666]
notice-heading: FICTITIOUS BUSINESS NAME STATEMENT File No. 2020027244 [687,138,875,145]
notice-publish-dates: Publish: ED Mountain Views News Feb 8,15,22,29, 2020 [460,718,677,725]
notice-body: The following person(s) is (are) doing business as: TUTTI FRUTTI OF EAST LA, 4791 EAST CESAR CHAVEZ UNIT B, LOS ANGELES, CA 90022. Full name of registrant(s) is (are) ROSS BONNETT, 4791 EAST CESAR CHAVEZ UNIT B, LOS ANGELES, CA 90022. This Business is conducted by: A CORPORATION. Signed: ROSS BONNETT. [1141,834,1358,871]
notice-heading: FICTITIOUS BUSINESS NAME STATEMENT File No. 2020026366 [914,575,1101,582]
notice-heading: FICTITIOUS BUSINESS NAME STATEMENT File No. 2020027923 [460,797,648,804]
legal-notice [914,634,1131,688]
notice-heading: FICTITIOUS BUSINESS NAME STATEMENT File No. 2020023065 [460,361,648,368]
legal-notice [687,390,904,451]
notice-body: The following person(s) is (are) doing business as: MIREIS ROLL OFF SERVICE, 8513 ZAMORA AVE, LOS ANGELES, CA 90001. Full name of registrant(s) is (are) JUAN MIREILES RAMIREZ, 8513 ZAMORA AVE, LOS ANGELES, CA 90001. This Business is conducted by: AN INDIVIDUAL. Signed: JUAN MIREILES RAMIREZ. This statement was filed with the County Clerk of Los Angeles County on 01/29/2020. The registrant(s) has (have) commenced to transact business under the fictitious business name or names listed above on N/A. [6,458,223,510]
notice-publish-dates: Publish: ED Mountain Views News Dates Pub: FEB. 08,15, 22, 29, 2020 [232,333,450,341]
legal-notice [232,346,450,414]
legal-notice [1141,87,1358,110]
legal-notice [1141,116,1358,177]
notice-body: The following person(s) is (are) doing business as: ELITE CAMPAIGN CONSULTING, 4119 VIA MARINA MARINA DEL REY, CA 90292. Full name of registrant(s) is (are) ANDREW LLOYD HARKER, 4119 VIA MARINA, MARINA DEL REY, CA 90292. This Business is conducted by: A GENERAL PARTNERSHIP. Signed: ANDREW LLOYD HARKER, GENERAL PARTNER. This statement was filed with the County Clerk of Los Angeles County on 02/03/2020. [460,369,677,414]
notice-publish-dates: Publish: ED Mountain Views News Dates Pub: FEB. 01, 08, 15, 22, 2020 [1141,421,1358,429]
notice-body: expires five years from the date it was filed in the office of the County Clerk. A new Fictitious Business Name Statement must be filed prior to that date. The filing of this statement does not of itself authorize the use in this state of a Fictitious Business Name in violation of the rights of another under federal, State, or common law (See section 14411 et seq. Business and Professions Code). [460,95,677,132]
notice-publish-dates: Publish: ED Mountain Views News Feb 8,15,22,29, 2020 [687,635,904,643]
notice-heading: FICTITIOUS BUSINESS NAME STATEMENT File No. 2020-000777 [1141,368,1332,375]
notice-body: The following person(s) is (are) doing business as: V&A MANAGEMENT SERVICES, 9424 GALLATIN RD, DOWNEY, CA 90240. Full name of registrant(s) is (are) VICTOR MANUEL NEGRETE, 9424 GALLATIN RD, DOWNEY, CA 90240. This Business is conducted by: A MARRIED COUPLE. Signed: VICTOR MANUEL NEGRETE. This statement was filed with the County Clerk of Los Angeles County on 01/29/2020. [232,812,450,856]
notice-heading: on N/A. NOTICE- This Fictitious Name Statement [460,87,598,94]
notice-body: The following person(s) is (are) doing business as: LUIS SERVICES, 18315 OXNARD ST TARZANA, CA 91356. Full name of registrant(s) is (are) LUIS F SALAZAR, 18315 OXNARD ST TARZANA, CA 91356. This Business is conducted by: AN INDIVIDUAL. Signed: LUIS F SALAZAR, OWNER. This statement was filed with the County Clerk of Los Angeles County on 02/03/2020. [914,524,1131,561]
notice-body: The following person(s) is (are) doing business as: CAFE ROMERO, 3905 E 4TH ST, LOS ANGELES, CA 90063. Full name of registrant(s) is (are) JOSE T ROMERO GOMEZ, 3905 E 4TH ST, LOS ANGELES, CA 90063. This Business is conducted by: AN INDIVIDUAL. Signed: JOSE T ROMERO GOMEZ. This statement was filed with the County Clerk of Los Angeles County on 01/22/2020. [1141,191,1358,228]
notice-heading: FICTITIOUS BUSINESS NAME STATEMENT File No. 2020-027460 [6,272,197,279]
notice-body: The following person(s) is (are) doing business as: MARSON DREAMS, 21797 ROSCOE AVE CHATSWORTH, CA 91311. Full name of registrant(s) is (are) MARTIN JOSEPH LOPEZ, 21797 ROSCOE AVE CHATSWORTH, CA 91311. This Business is conducted by: AN INDIVIDUAL. Signed: MARTIN JOSEPH LOPEZ, OWNER. This statement was filed with the County Clerk of Los Angeles County on 02/03/2020. [687,590,904,634]
notice-publish-dates: Publish: ED Mountain Views News Dates Pub: FEB. 08,15, 22, 29, 2020 [6,955,223,963]
notice-body: The following person(s) ERIKA LISSETH MORENO VILLATORO, 2101 E 4TH ST APT 5, LOS ANGELES, CA 90033. Full name of registrant(s) is (are) VILLATORO CLEANING SERVICE, 2101 E 4TH ST APT 5, LOS ANGELES, CA 90033. The fictitious business name referred to above was filed on 06/19/2019, in the county of Los Angeles. This business was conducted by: AN INDIVIDUAL. Signed: ERIKA LISSETH MORENO VILLATORO/OWNER. [460,243,677,288]
legal-notice [914,272,1131,325]
legal-notice [687,138,904,192]
notice-body: The following person(s) is (are) doing business as: M CUEV BURGER, 9200 HOOVER ST, LOS ANGELES, CA 90044. Full name of registrant(s) is (are) FERNANDO MOSO COLON, 239 S MANHATTAN PL APT 119, LOS ANGELES, CA 90004. This Business is conducted by: AN INDIVIDUAL. Signed: FERNANDO MOSO COLON. This statement was filed with the County Clerk of Los Angeles County on 01/27/2020. The registrant(s) has (have) commenced to transact business under the fictitious business name or names listed above on 01/2020. NOTICE: This Fictitious Name Statement expires five years from the date it was filed in the office of the County Clerk. A new Fictitious Business Name Statement must be filed prior to that date. [6,95,223,169]
notice-publish-dates: Publish: ED Mountain Views News Feb 8,15,22,29, 2020 [687,694,904,702]
notice-body: The following person(s) is (are) doing business as: SCOWITTCO, 16840 E TUDOR ST, COVINA, CA 91722. Full name of registrant(s) is (are) DESTINY RENEE RIVAS, 16840 E TUDOR ST, COVINA, CA 91722. This Business is conducted by: AN INDIVIDUAL. Signed: DESTINY RENEE RIVAS. This statement was filed with the County Clerk of Los Angeles County on 01/29/2020. The registrant(s) has (have) commenced to transact business under the fictitious business name or names listed above on N/A. [232,280,450,332]
notice-heading: FICTITIOUS BUSINESS NAME STATEMENT File No. 2020026944 [460,731,648,738]
notice-publish-dates: Publish: ED Mountain Views News Feb 8,15,22,29, 2020 [460,784,677,792]
notice-heading: FICTITIOUS BUSINESS NAME STATEMENT File No. 2020-026436 [232,620,423,627]
notice-heading: FICTITIOUS BUSINESS NAME STATEMENT File No. 2020027141 [687,257,875,263]
notice-body: The following person(s) is (are) doing business as: CALIFORNIA HOMES REAL ESTATE, 1000 N GLENOAKS BLVD BURBANK, CA 91502. Full name of registrant(s) is (are) ARMEN AZIZYAN, 1000 N GLENOAKS BLVD BURBANK, CA 91502. This Business is conducted by: AN INDIVIDUAL. Signed: ARMEN AZIZYAN, CEO. This statement was filed with the County Clerk of Los Angeles County on 02/04/2020. [460,805,677,849]
legal-notice [6,183,223,266]
notice-publish-dates: Publish: ED Mountain Views News Dates Pub: FEB. 08,15, 22, 29, 2020 [232,724,450,732]
